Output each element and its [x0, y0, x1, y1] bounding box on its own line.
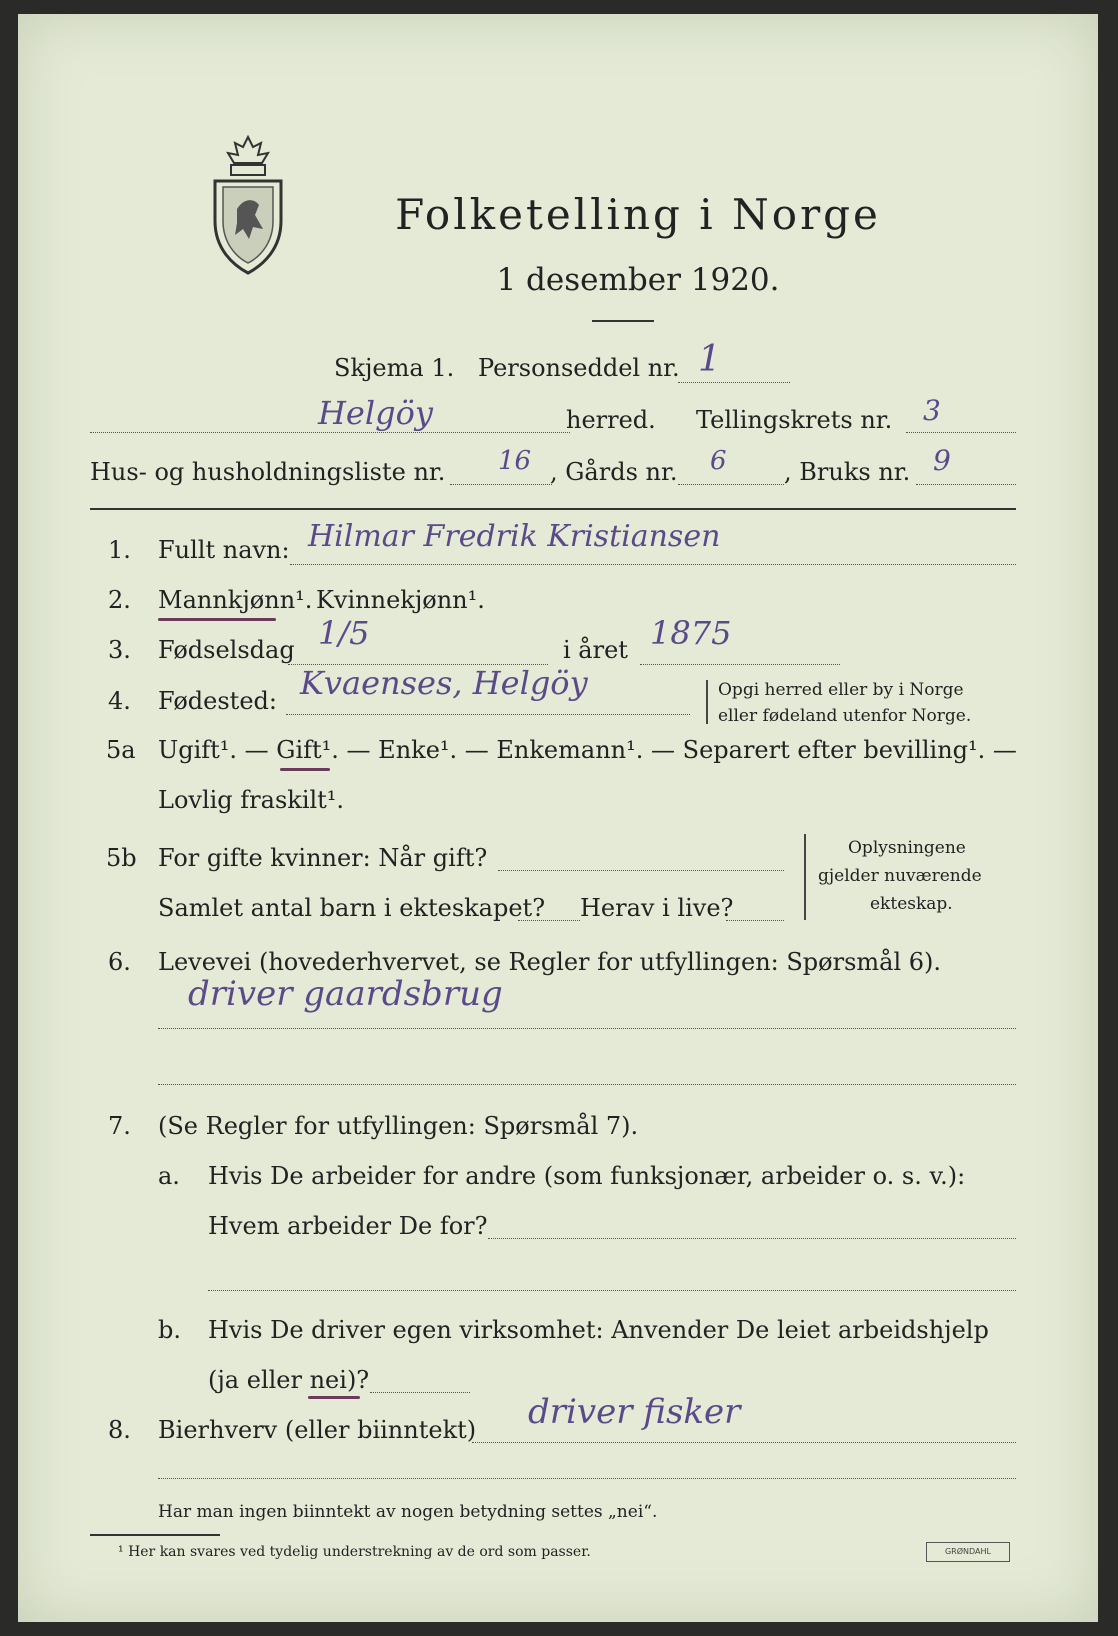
q3-number: 3.: [108, 636, 131, 664]
tellingskrets-value: 3: [923, 394, 941, 427]
gards-value: 6: [710, 446, 727, 476]
gards-line: [678, 484, 784, 485]
q5a-gift-underline: [280, 768, 330, 771]
bruks-label: , Bruks nr.: [784, 458, 911, 486]
tellingskrets-line: [906, 432, 1016, 433]
q2-male: Mannkjønn¹.: [158, 586, 313, 614]
q5a-options-2: Lovlig fraskilt¹.: [158, 786, 345, 814]
q4-value: Kvaenses, Helgöy: [300, 664, 588, 702]
herred-label: herred.: [566, 406, 656, 434]
q4-note-2: eller fødeland utenfor Norge.: [718, 706, 972, 726]
q4-line: [286, 714, 690, 715]
q7a-letter: a.: [158, 1162, 180, 1190]
q2-number: 2.: [108, 586, 131, 614]
page-subtitle: 1 desember 1920.: [496, 262, 780, 298]
personseddel-label: Personseddel nr.: [478, 354, 680, 382]
herred-value: Helgöy: [318, 394, 433, 432]
q3-year-label: i året: [563, 636, 628, 664]
personseddel-line: [678, 382, 790, 383]
q1-number: 1.: [108, 536, 131, 564]
footnote: ¹ Her kan svares ved tydelig understrekning av de ord som passer.: [118, 1544, 591, 1560]
q4-note-1: Opgi herred eller by i Norge: [718, 680, 964, 700]
q4-note-brace: [706, 680, 708, 724]
q8-line-2: [158, 1478, 1016, 1479]
schema-label: Skjema 1.: [334, 354, 455, 382]
q4-label: Fødested:: [158, 687, 277, 715]
q7b-label-1: Hvis De driver egen virksomhet: Anvender De leiet arbeidshjelp: [208, 1316, 989, 1344]
q2-female: Kvinnekjønn¹.: [316, 586, 485, 614]
q7a-line-2: [208, 1290, 1016, 1291]
q7b-nei-underline: [308, 1396, 360, 1399]
footer-note: Har man ingen biinntekt av nogen betydning settes „nei“.: [158, 1502, 658, 1522]
gards-label: , Gårds nr.: [550, 458, 678, 486]
q8-value: driver fisker: [528, 1392, 741, 1432]
q5b-label-2: Samlet antal barn i ekteskapet?: [158, 894, 546, 922]
q5b-line-1: [498, 870, 784, 871]
printer-stamp: GRØNDAHL: [926, 1542, 1010, 1562]
q1-value: Hilmar Fredrik Kristiansen: [308, 519, 721, 554]
q7-number: 7.: [108, 1112, 131, 1140]
hus-label: Hus- og husholdningsliste nr.: [90, 458, 446, 486]
q6-label: Levevei (hovederhvervet, se Regler for utfyllingen: Spørsmål 6).: [158, 948, 942, 976]
herred-line: [90, 432, 570, 433]
q3-year-line: [640, 664, 840, 665]
q1-label: Fullt navn:: [158, 536, 290, 564]
q5b-note-2: gjelder nuværende: [818, 866, 982, 886]
bruks-value: 9: [933, 444, 951, 477]
census-form-page: [18, 14, 1098, 1622]
q7a-label-1: Hvis De arbeider for andre (som funksjonær, arbeider o. s. v.):: [208, 1162, 966, 1190]
q3-label: Fødselsdag: [158, 636, 295, 664]
q7-label: (Se Regler for utfyllingen: Spørsmål 7).: [158, 1112, 639, 1140]
hus-line: [450, 484, 552, 485]
q6-line-2: [158, 1084, 1016, 1085]
q7b-label-2: (ja eller nei)?: [208, 1366, 370, 1394]
q5b-note-brace: [804, 834, 806, 920]
q6-number: 6.: [108, 948, 131, 976]
q5b-label-3: Herav i live?: [580, 894, 734, 922]
q8-number: 8.: [108, 1416, 131, 1444]
hus-value: 16: [498, 446, 532, 476]
q5b-label-1: For gifte kvinner: Når gift?: [158, 844, 488, 872]
q8-line: [472, 1442, 1016, 1443]
q5b-line-2: [518, 920, 580, 921]
q5a-options: Ugift¹. — Gift¹. — Enke¹. — Enkemann¹. — Separert efter bevilling¹. —: [158, 736, 1017, 764]
bruks-line: [916, 484, 1016, 485]
q6-line-1: [158, 1028, 1016, 1029]
page-title: Folketelling i Norge: [395, 190, 881, 239]
q7b-line: [370, 1392, 470, 1393]
q3-year-value: 1875: [650, 614, 732, 652]
footnote-rule: [90, 1534, 220, 1536]
q5b-note-3: ekteskap.: [870, 894, 953, 914]
title-divider: [592, 320, 654, 322]
q1-line: [290, 564, 1016, 565]
q2-male-underline: [158, 618, 276, 621]
q7a-line-1: [488, 1238, 1016, 1239]
q5b-number: 5b: [106, 844, 137, 872]
q5a-number: 5a: [106, 736, 136, 764]
q5b-line-3: [726, 920, 784, 921]
q7a-label-2: Hvem arbeider De for?: [208, 1212, 488, 1240]
q3-value: 1/5: [318, 614, 370, 652]
coat-of-arms-icon: [203, 129, 293, 279]
q7b-letter: b.: [158, 1316, 181, 1344]
q6-value: driver gaardsbrug: [188, 974, 503, 1014]
q8-label: Bierhverv (eller biinntekt): [158, 1416, 477, 1444]
header-rule: [90, 508, 1016, 510]
q4-number: 4.: [108, 687, 131, 715]
tellingskrets-label: Tellingskrets nr.: [696, 406, 893, 434]
q5b-note-1: Oplysningene: [848, 838, 966, 858]
personseddel-value: 1: [698, 339, 721, 380]
